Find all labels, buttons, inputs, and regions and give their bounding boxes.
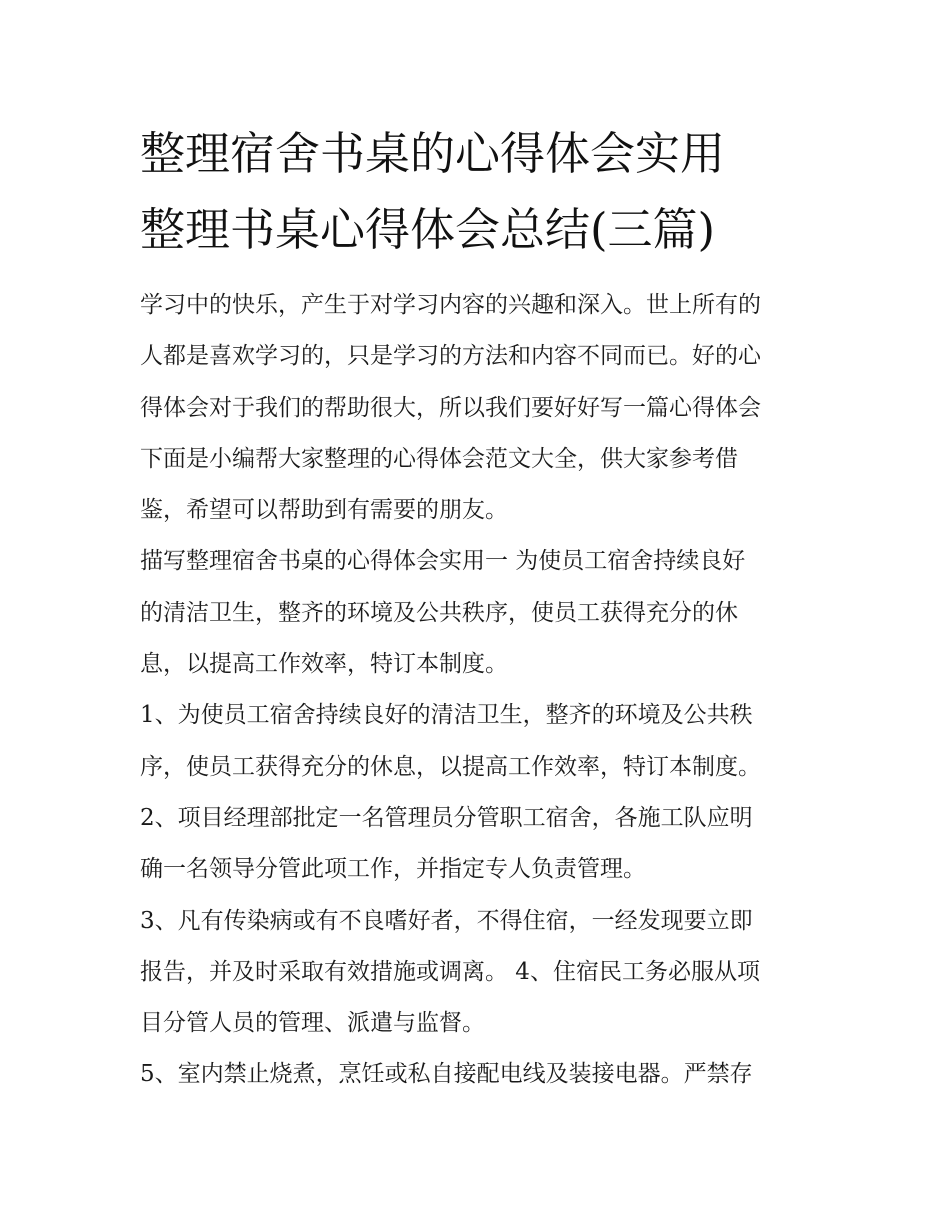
list-item-line: 目分管人员的管理、派遣与监督。 <box>140 1010 485 1037</box>
list-item-line: 2、项目经理部批定一名管理员分管职工宿舍，各施工队应明 <box>140 804 753 831</box>
paragraph-line: 得体会对于我们的帮助很大，所以我们要好好写一篇心得体会 <box>140 394 761 421</box>
document-title <box>140 116 820 268</box>
paragraph-line: 人都是喜欢学习的，只是学习的方法和内容不同而已。好的心 <box>140 343 761 370</box>
list-item-line: 确一名领导分管此项工作，并指定专人负责管理。 <box>140 856 646 883</box>
document-body <box>140 280 820 1101</box>
paragraph-line: 鉴，希望可以帮助到有需要的朋友。 <box>140 497 508 524</box>
title-line: 整理宿舍书桌的心得体会实用 <box>140 127 726 180</box>
paragraph-line: 息，以提高工作效率，特订本制度。 <box>140 651 508 678</box>
list-item-line: 5、室内禁止烧煮，烹饪或私自接配电线及装接电器。严禁存 <box>140 1061 753 1088</box>
title-line: 整理书桌心得体会总结(三篇) <box>140 203 716 256</box>
list-item-line: 序，使员工获得充分的休息，以提高工作效率，特订本制度。 <box>140 753 761 780</box>
list-item-line: 报告，并及时采取有效措施或调离。 4、住宿民工务必服从项 <box>140 958 760 985</box>
list-item-line: 1、为使员工宿舍持续良好的清洁卫生，整齐的环境及公共秩 <box>140 702 753 729</box>
paragraph-line: 下面是小编帮大家整理的心得体会范文大全，供大家参考借 <box>140 445 738 472</box>
list-item-line: 3、凡有传染病或有不良嗜好者，不得住宿，一经发现要立即 <box>140 907 753 934</box>
paragraph-line: 学习中的快乐，产生于对学习内容的兴趣和深入。世上所有的 <box>140 292 761 318</box>
paragraph-line: 描写整理宿舍书桌的心得体会实用一 为使员工宿舍持续良好 <box>140 548 746 575</box>
paragraph-line: 的清洁卫生，整齐的环境及公共秩序，使员工获得充分的休 <box>140 599 738 626</box>
